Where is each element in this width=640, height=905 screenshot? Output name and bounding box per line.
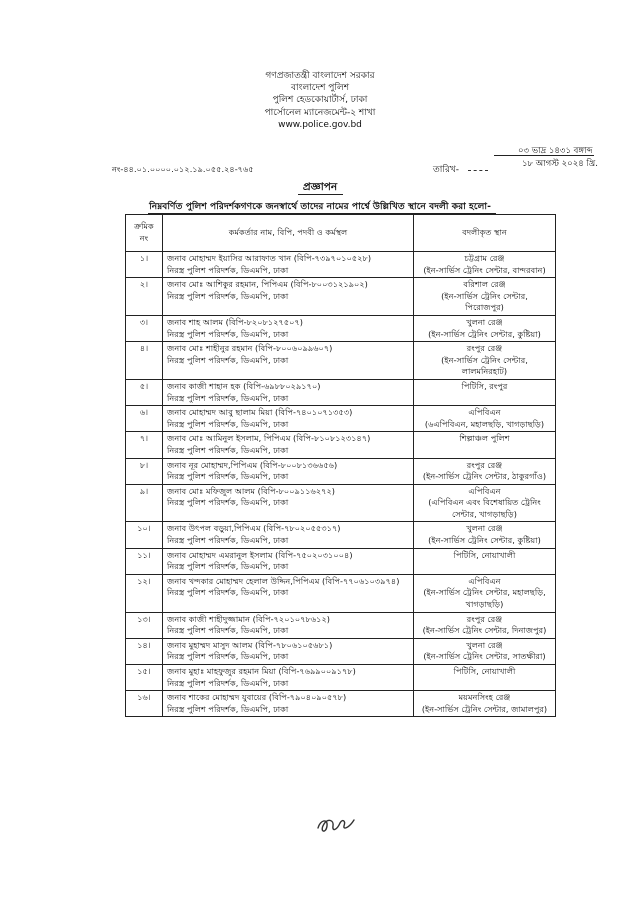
transfer-place-line: বরিশাল রেঞ্জ: [463, 279, 506, 290]
transfer-place-line: (ইন-সার্ভিস ট্রেনিং সেন্টার, দিনাজপুর): [422, 625, 547, 636]
serial-cell: ১৩।: [126, 612, 163, 638]
serial-cell: ৭।: [126, 432, 163, 458]
officer-cell: [163, 252, 414, 278]
transfer-place-line: লালমনিরহাট): [461, 366, 508, 377]
serial-cell: ৯।: [126, 484, 163, 522]
title-underline: [298, 194, 343, 195]
letterhead-line: পুলিশ হেডকোয়ার্টার্স, ঢাকা: [272, 95, 368, 106]
serial-cell: ৩।: [126, 315, 163, 341]
officer-name: জনাব মোহাম্মদ এমরানুল ইসলাম (বিপি-৭৫০২০৩১০০৪): [167, 549, 353, 560]
serial-cell: ১২।: [126, 574, 163, 612]
officer-name: জনাব মোহাম্মদ ইয়াসির আরাফাত খান (বিপি-৭৩৯৭০১০৫২৮): [167, 253, 372, 263]
transfer-place-line: পিটিসি, নোয়াখালী: [453, 666, 516, 676]
transfer-place-line: (ইন-সার্ভিস ট্রেনিং সেন্টার, জামালপুর): [421, 703, 548, 714]
transfer-place-line: (ইন-সার্ভিস ট্রেনিং সেন্টার, সাতক্ষীরা): [423, 651, 546, 662]
transfer-place-line: পিরোজপুর): [465, 302, 504, 313]
serial-cell: ২।: [126, 278, 163, 316]
transfer-place-cell: [414, 484, 556, 522]
table-row: [126, 432, 556, 458]
table-row: [126, 638, 556, 664]
transfer-place-line: এপিবিএন: [468, 575, 501, 586]
officer-cell: [163, 638, 414, 664]
officer-post: নিরস্ত্র পুলিশ পরিদর্শক, ডিএমপি, ঢাকা: [167, 328, 289, 339]
transfer-place-line: (ইন-সার্ভিস ট্রেনিং সেন্টার, কুষ্টিয়া): [428, 328, 541, 339]
officer-name: জনাব মোঃ শাহীনুর রহমান (বিপি-৮০০৬০৯৯৬০৭): [167, 343, 333, 354]
transfer-place-line: ময়মনসিংহ রেঞ্জ: [458, 692, 511, 703]
transfer-place-cell: [414, 406, 556, 432]
officer-post: নিরস্ত্র পুলিশ পরিদর্শক, ডিএমপি, ঢাকা: [167, 561, 289, 572]
table-row: [126, 612, 556, 638]
transfer-place-line: পিটিসি, নোয়াখালী: [453, 549, 516, 560]
signature: [314, 812, 358, 838]
serial-cell: ১০।: [126, 522, 163, 548]
transfer-place-line: রংপুর রেঞ্জ: [466, 343, 503, 354]
transfer-place-cell: [414, 432, 556, 458]
officer-name: জনাব নূর মোহাম্মদ,পিপিএম (বিপি-৮০০৮১৩৬৬৫৬): [167, 459, 338, 470]
transfer-place-line: খুলনা রেঞ্জ: [466, 639, 503, 650]
date-english: ১৮ আগস্ট ২০২৪ খ্রি.: [522, 159, 598, 169]
letterhead-line: বাংলাদেশ পুলিশ: [290, 83, 350, 94]
table-row: [126, 342, 556, 380]
officer-name: জনাব মোঃ আশিকুর রহমান, পিপিএম (বিপি-৮০০৩১২১৯০২): [167, 279, 368, 290]
officer-name: জনাব মোহাম্মদ আবু ছালাম মিয়া (বিপি-৭৪০১০৭১৩৫৩): [167, 407, 353, 418]
table-row: [126, 522, 556, 548]
transfer-place-line: রংপুর রেঞ্জ: [466, 613, 503, 624]
table-row: [126, 484, 556, 522]
transfer-place-line: খুলনা রেঞ্জ: [466, 523, 503, 534]
table-row: [126, 691, 556, 717]
transfer-place-cell: [414, 315, 556, 341]
officer-post: নিরস্ত্র পুলিশ পরিদর্শক, ডিএমপি, ঢাকা: [167, 677, 289, 688]
transfer-place-line: এপিবিএন: [468, 407, 501, 418]
table-row: [126, 458, 556, 484]
table-row: [126, 548, 556, 574]
transfer-place-line: (ইন-সার্ভিস ট্রেনিং সেন্টার,: [441, 290, 528, 301]
transfer-table: [125, 214, 556, 717]
transfer-place-cell: [414, 278, 556, 316]
officer-cell: [163, 379, 414, 405]
transfer-place-cell: [414, 574, 556, 612]
transfer-place-cell: [414, 638, 556, 664]
transfer-place-line: এপিবিএন: [468, 485, 501, 496]
transfer-place-line: খুলনা রেঞ্জ: [466, 316, 503, 327]
officer-name: জনাব শাকের মোহাম্মদ যুবায়ের (বিপি-৭৯০৪০৯০৫৭৮): [167, 692, 347, 703]
table-row: [126, 379, 556, 405]
officer-name: জনাব মুহাম্মদ মাসুদ আলম (বিপি-৭৮০৬১০৫৬৮১): [167, 639, 333, 650]
serial-cell: ৫।: [126, 379, 163, 405]
serial-cell: ১১।: [126, 548, 163, 574]
officer-cell: [163, 315, 414, 341]
table-row: [126, 665, 556, 691]
memo-number: নং-৪৪.০১.০০০০.০১২.১৯.০৫৫.২৪-৭৬৫: [112, 164, 254, 174]
table-header-row: [126, 215, 556, 252]
transfer-place-cell: [414, 252, 556, 278]
letterhead: [0, 70, 640, 131]
officer-cell: [163, 458, 414, 484]
serial-cell: ৬।: [126, 406, 163, 432]
table-row: [126, 406, 556, 432]
transfer-place-cell: [414, 665, 556, 691]
officer-name: জনাব কাজী শাহান হক (বিপি-৬৯৮৮০২৯১৭০): [167, 380, 321, 391]
table-row: [126, 574, 556, 612]
officer-post: নিরস্ত্র পুলিশ পরিদর্শক, ডিএমপি, ঢাকা: [167, 471, 289, 482]
transfer-place-line: (ইন-সার্ভিস ট্রেনিং সেন্টার,: [441, 354, 528, 365]
officer-name: জনাব মুহাঃ মাহফুজুর রহমান মিয়া (বিপি-৭৬৯৯০০৯১৭৮): [167, 666, 356, 676]
officer-cell: [163, 522, 414, 548]
transfer-place-cell: [414, 342, 556, 380]
transfer-place-line: খাগড়াছড়ি): [465, 599, 504, 610]
officer-post: নিরস্ত্র পুলিশ পরিদর্শক, ডিএমপি, ঢাকা: [167, 418, 289, 429]
date-label: তারিখ-: [433, 165, 460, 175]
table-row: [126, 315, 556, 341]
serial-cell: ১৫।: [126, 665, 163, 691]
officer-post: নিরস্ত্র পুলিশ পরিদর্শক, ডিএমপি, ঢাকা: [167, 290, 289, 301]
officer-cell: [163, 278, 414, 316]
transfer-place-cell: [414, 548, 556, 574]
officer-post: নিরস্ত্র পুলিশ পরিদর্শক, ডিএমপি, ঢাকা: [167, 264, 289, 275]
officer-cell: [163, 342, 414, 380]
intro-text: নিম্নবর্ণিত পুলিশ পরিদর্শকগণকে জনস্বার্থে তাদের নামের পার্শ্বে উল্লিখিত স্থানে বদলী করা হলো-: [149, 201, 491, 212]
transfer-place-cell: [414, 458, 556, 484]
transfer-place-line: (ইন-সার্ভিস ট্রেনিং সেন্টার, বান্দরবান): [423, 264, 546, 275]
officer-cell: [163, 484, 414, 522]
transfer-place-line: (এপিবিএন এবং বিশেষায়িত ট্রেনিং: [428, 497, 541, 508]
officer-post: নিরস্ত্র পুলিশ পরিদর্শক, ডিএমপি, ঢাকা: [167, 625, 289, 636]
transfer-place-line: শিল্পাঞ্চল পুলিশ: [459, 433, 510, 444]
officer-name: জনাব শাহ আলম (বিপি-৮২০৮১২৭৫০৭): [167, 316, 304, 327]
transfer-place-line: রংপুর রেঞ্জ: [466, 459, 503, 470]
transfer-place-cell: [414, 379, 556, 405]
col-header-officer: কর্মকর্তার নাম, বিপি, পদবী ও কর্মস্থল: [163, 215, 414, 252]
officer-cell: [163, 548, 414, 574]
col-header-place: বদলীকৃত স্থান: [414, 215, 556, 252]
officer-name: জনাব কাজী শাহীদুজ্জামান (বিপি-৭২০১০৭৮৬১২): [167, 613, 331, 624]
date-divider: [494, 155, 594, 156]
officer-cell: [163, 665, 414, 691]
letterhead-line: গণপ্রজাতন্ত্রী বাংলাদেশ সরকার: [265, 71, 375, 81]
serial-cell: ১৬।: [126, 691, 163, 717]
officer-cell: [163, 432, 414, 458]
officer-cell: [163, 612, 414, 638]
transfer-place-line: (৬এপিবিএন, মহালছড়ি, খাগড়াছড়ি): [424, 418, 545, 429]
serial-cell: ৪।: [126, 342, 163, 380]
table-row: [126, 252, 556, 278]
officer-post: নিরস্ত্র পুলিশ পরিদর্শক, ডিএমপি, ঢাকা: [167, 392, 289, 403]
officer-post: নিরস্ত্র পুলিশ পরিদর্শক, ডিএমপি, ঢাকা: [167, 444, 289, 455]
transfer-place-line: চট্টগ্রাম রেঞ্জ: [464, 253, 505, 263]
officer-post: নিরস্ত্র পুলিশ পরিদর্শক, ডিএমপি, ঢাকা: [167, 651, 289, 662]
transfer-place-line: (ইন-সার্ভিস ট্রেনিং সেন্টার, ঠাকুরগাঁও): [422, 471, 547, 482]
transfer-place-line: (ইন-সার্ভিস ট্রেনিং সেন্টার, মহালছড়ি,: [423, 587, 546, 598]
transfer-place-line: (ইন-সার্ভিস ট্রেনিং সেন্টার, কুষ্টিয়া): [428, 535, 541, 546]
officer-post: নিরস্ত্র পুলিশ পরিদর্শক, ডিএমপি, ঢাকা: [167, 497, 289, 508]
officer-post: নিরস্ত্র পুলিশ পরিদর্শক, ডিএমপি, ঢাকা: [167, 535, 289, 546]
officer-post: নিরস্ত্র পুলিশ পরিদর্শক, ডিএমপি, ঢাকা: [167, 354, 289, 365]
serial-cell: ৮।: [126, 458, 163, 484]
officer-name: জনাব খন্দকার মোহাম্মদ হেলাল উদ্দিন,পিপিএম (বিপি-৭৭০৬১০৩৯৭৪): [167, 575, 400, 586]
officer-name: জনাব মোঃ আমিনুল ইসলাম, পিপিএম (বিপি-৮১০৮১২৩১৪৭): [167, 433, 371, 444]
officer-cell: [163, 691, 414, 717]
transfer-place-line: পিটিসি, রংপুর: [461, 380, 508, 391]
table-row: [126, 278, 556, 316]
officer-post: নিরস্ত্র পুলিশ পরিদর্শক, ডিএমপি, ঢাকা: [167, 703, 289, 714]
officer-cell: [163, 406, 414, 432]
col-header-serial: ক্রমিক নং: [126, 215, 163, 252]
serial-cell: ১।: [126, 252, 163, 278]
officer-post: নিরস্ত্র পুলিশ পরিদর্শক, ডিএমপি, ঢাকা: [167, 587, 289, 598]
transfer-place-line: সেন্টার, খাগড়াছড়ি): [452, 508, 517, 519]
letterhead-line: পার্সোনেল ম্যানেজমেন্ট-২ শাখা: [264, 107, 376, 118]
website: www.police.gov.bd: [278, 119, 362, 130]
officer-name: জনাব মোঃ মফিজুল আলম (বিপি-৮০০৯১১৬২৭২): [167, 485, 335, 496]
transfer-place-cell: [414, 612, 556, 638]
officer-cell: [163, 574, 414, 612]
serial-cell: ১৪।: [126, 638, 163, 664]
transfer-place-cell: [414, 522, 556, 548]
transfer-place-cell: [414, 691, 556, 717]
page-title: প্রজ্ঞাপন: [302, 181, 338, 193]
date-bangla: ০৩ ভাদ্র ১৪৩১ বঙ্গাব্দ: [518, 146, 593, 156]
officer-name: জনাব উৎপল বড়ুয়া,পিপিএম (বিপি-৭৮০২০৫৫৩১৭): [167, 523, 341, 534]
date-dash-line: [468, 170, 488, 171]
